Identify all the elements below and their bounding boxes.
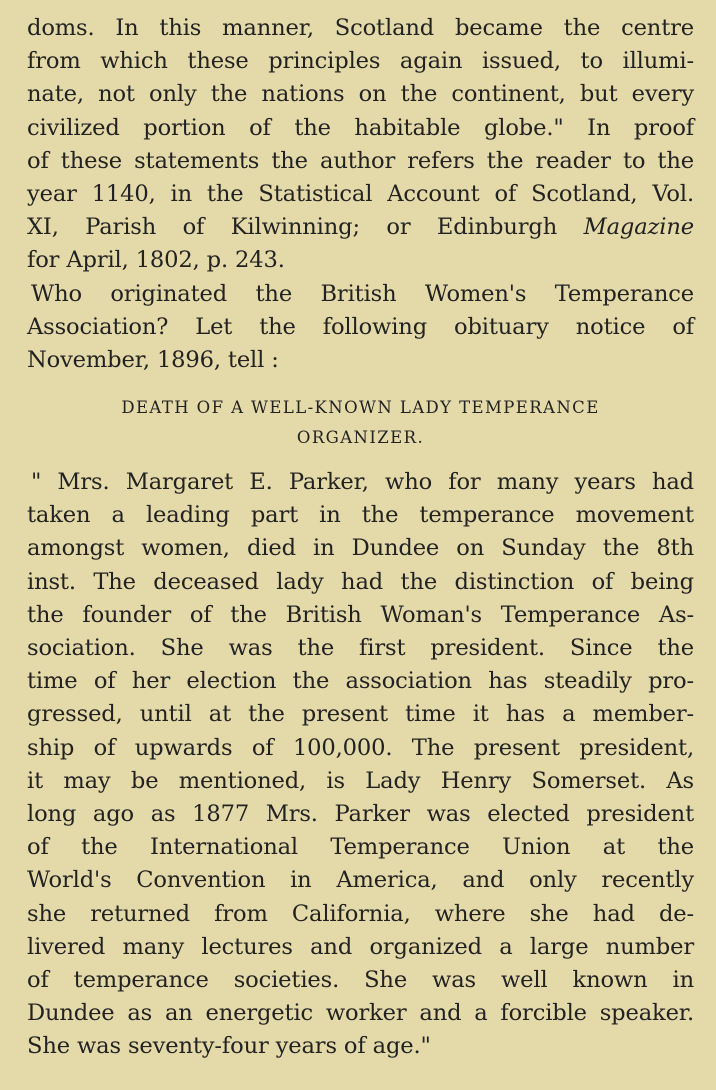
section-heading	[27, 393, 694, 453]
text-line: Dundee as an energetic worker and a forcible speaker.	[27, 1000, 694, 1027]
text-fragment: XI, Parish of Kilwinning; or Edinburgh	[27, 214, 558, 241]
heading-line-2: ORGANIZER.	[296, 428, 425, 448]
text-line: nate, not only the nations on the continent, but every	[27, 81, 694, 108]
text-line: year 1140, in the Statistical Account of Scotland, Vol.	[27, 180, 694, 207]
paragraph-2	[27, 278, 694, 378]
text-line: for April, 1802, p. 243.	[27, 247, 285, 274]
paragraph-1	[27, 12, 694, 278]
text-line: doms. In this manner, Scotland became the centre	[27, 15, 694, 41]
text-line: World's Convention in America, and only recently	[27, 867, 694, 894]
text-line: November, 1896, tell :	[27, 346, 279, 373]
text-line: ship of upwards of 100,000. The present president,	[27, 734, 694, 761]
text-line: livered many lectures and organized a large number	[27, 933, 694, 960]
text-line: sociation. She was the first president. Since the	[27, 635, 694, 661]
text-line: long ago as 1877 Mrs. Parker was elected president	[27, 800, 694, 827]
italic-word: Magazine	[583, 214, 694, 241]
text-line: of the International Temperance Union at the	[27, 834, 694, 861]
text-line: amongst women, died in Dundee on Sunday the 8th	[27, 535, 694, 562]
text-line: from which these principles again issued, to illumi-	[27, 48, 694, 75]
text-line: Who originated the British Women's Temperance	[31, 280, 694, 307]
text-line: gressed, until at the present time it has a member-	[27, 701, 694, 728]
text-line: " Mrs. Margaret E. Parker, who for many years had	[31, 469, 694, 496]
text-line: the founder of the British Woman's Temperance As-	[27, 601, 694, 628]
paragraph-3	[27, 466, 694, 1063]
text-line: of temperance societies. She was well known in	[27, 966, 694, 993]
text-line: taken a leading part in the temperance movement	[27, 502, 694, 529]
text-line-with-italic	[27, 211, 694, 244]
text-line: of these statements the author refers the reader to the	[27, 147, 694, 174]
text-line: Association? Let the following obituary notice of	[27, 313, 694, 340]
text-line: she returned from California, where she had de-	[27, 900, 694, 927]
text-line: inst. The deceased lady had the distinction of being	[27, 568, 694, 595]
text-line: civilized portion of the habitable globe." In proof	[27, 114, 694, 141]
heading-line-1: DEATH OF A WELL-KNOWN LADY TEMPERANCE	[121, 398, 600, 418]
text-line: it may be mentioned, is Lady Henry Somerset. As	[27, 767, 694, 794]
text-line: She was seventy-four years of age."	[27, 1033, 431, 1060]
text-line: time of her election the association has steadily pro-	[27, 668, 694, 695]
